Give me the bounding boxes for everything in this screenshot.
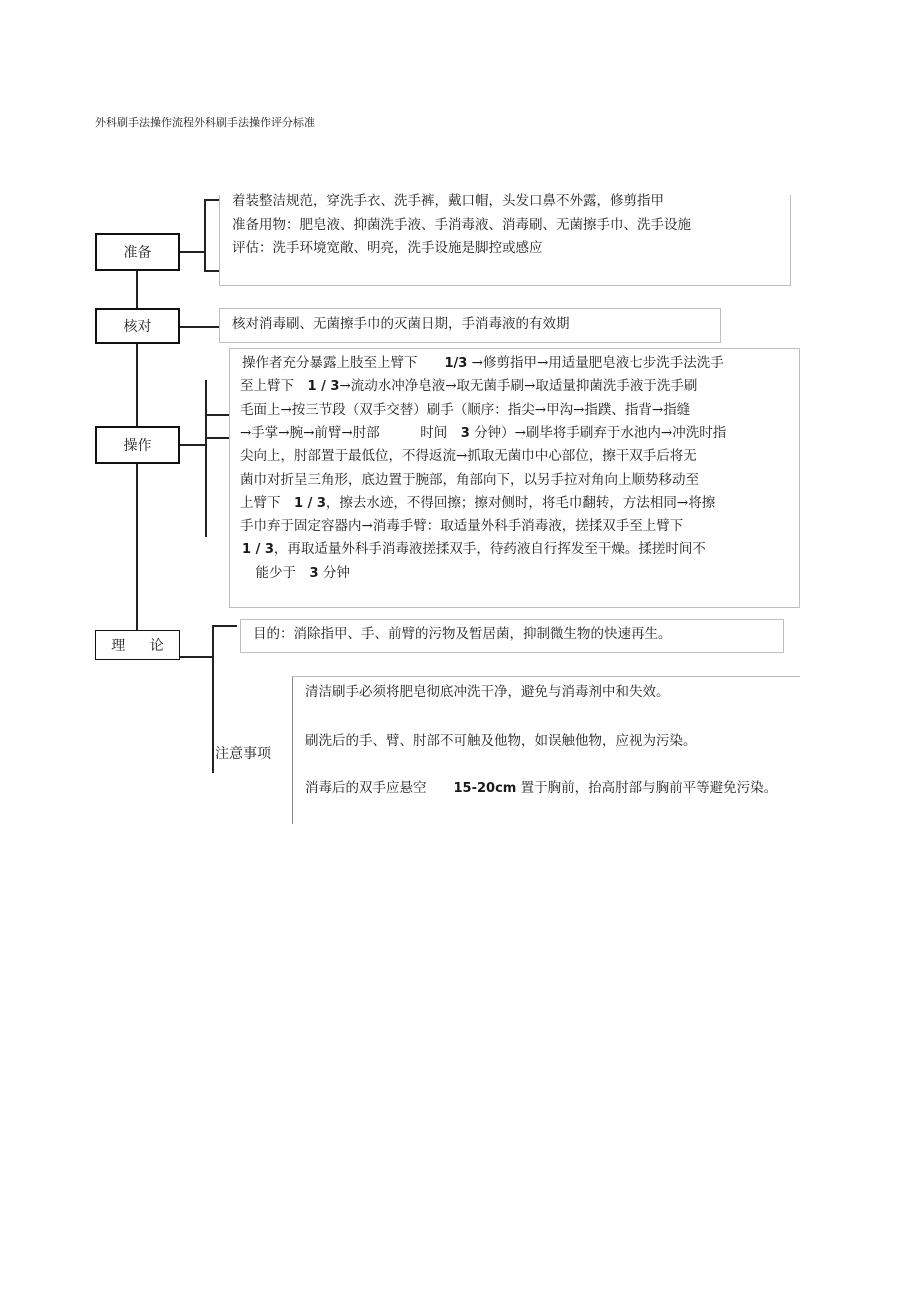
operate-line-text: 1 / 3 [294, 495, 326, 511]
notes-top-line [292, 676, 800, 677]
operate-line [240, 380, 697, 394]
notes-item [305, 686, 670, 700]
operate-line [242, 357, 724, 371]
notes-item-text: 清洁刷手必须将肥皂彻底冲洗干净，避免与消毒剂中和失效。 [305, 684, 670, 700]
bracket-operate-branch [205, 437, 230, 439]
notes-divider-line [292, 676, 293, 824]
prepare-line-3: 评估：洗手环境宽敞、明亮，洗手设施是脚控或感应 [232, 240, 543, 256]
notes-item [305, 782, 777, 796]
bracket-operate-vertical [205, 380, 207, 537]
bracket-operate-upper [205, 414, 230, 416]
bracket-theory-stem [180, 656, 212, 658]
operate-line-text: 3 [309, 565, 319, 581]
operate-box [229, 348, 800, 608]
operate-line-text: 手巾弃于固定容器内→消毒手臂：取适量外科手消毒液，搓揉双手至上臂下 [240, 518, 684, 535]
operate-line-text: →修剪指甲→用适量肥皂液七步洗手法洗手 [467, 355, 724, 371]
operate-line-text: 尖向上，肘部置于最低位，不得返流→抓取无菌巾中心部位，擦干双手后将无 [240, 448, 697, 465]
operate-line-text: →流动水冲净皂液→取无菌手刷→取适量抑菌洗手液于洗手刷 [339, 378, 698, 395]
bracket-operate-stem [180, 444, 205, 446]
prepare-line-2: 准备用物：肥皂液、抑菌洗手液、手消毒液、消毒刷、无菌擦手巾、洗手设施 [232, 217, 691, 233]
node-theory: 理 论 [95, 630, 180, 660]
operate-line-text: 能少于 [242, 564, 310, 581]
operate-line-text: →手掌→腕→前臂→肘部 时间 [240, 424, 461, 441]
bracket-prepare-vertical [204, 199, 206, 271]
prepare-box [219, 195, 791, 286]
operate-line [240, 494, 716, 511]
operate-line-text: 3 [460, 425, 470, 441]
bracket-prepare-top [204, 199, 219, 201]
operate-line-text: 毛面上→按三节段（双手交替）刷手（顺序：指尖→甲沟→指蹼、指背→指缝 [240, 401, 691, 418]
operate-line-text: ，再取适量外科手消毒液搓揉双手，待药液自行挥发至干燥。揉搓时间不 [273, 541, 706, 558]
purpose-text: 目的：消除指甲、手、前臂的污物及暂居菌，抑制微生物的快速再生。 [253, 626, 672, 642]
notes-item-text: 消毒后的双手应悬空 [305, 780, 454, 796]
operate-line-text: 至上臂下 [240, 378, 308, 395]
bracket-theory-top [212, 625, 237, 627]
operate-line-text: 1 / 3 [242, 542, 274, 558]
bracket-verify-stem [180, 326, 220, 328]
operate-line-text: 菌巾对折呈三角形，底边置于腕部，角部向下，以另手拉对角向上顺势移动至 [240, 471, 699, 488]
bracket-theory-vertical [212, 625, 214, 773]
purpose-box [240, 619, 784, 653]
operate-line-text: 操作者充分暴露上肢至上臂下 [242, 355, 445, 371]
prepare-line-1: 着装整洁规范，穿洗手衣、洗手裤，戴口帽，头发口鼻不外露，修剪指甲 [232, 193, 664, 209]
node-operate: 操作 [95, 426, 180, 464]
operate-line-text: 分钟）→刷毕将手刷弃于水池内→冲洗时指 [469, 424, 727, 441]
operate-line-text: ，擦去水迹，不得回擦；擦对侧时，将毛巾翻转，方法相同→将擦 [325, 494, 716, 511]
operate-line-text: 上臂下 [240, 494, 294, 511]
verify-text: 核对消毒刷、无菌擦手巾的灭菌日期，手消毒液的有效期 [232, 316, 570, 332]
node-notes: 注意事项 [215, 746, 271, 762]
operate-line [242, 564, 350, 581]
operate-line-text: 1/3 [444, 356, 468, 371]
notes-item-text: 刷洗后的手、臂、肘部不可触及他物，如误触他物，应视为污染。 [305, 733, 697, 749]
operate-line [242, 543, 706, 557]
operate-line [240, 471, 699, 488]
operate-line [240, 520, 683, 534]
verify-box [219, 308, 721, 343]
notes-item-text: 15-20cm [453, 781, 517, 796]
node-verify: 核对 [95, 308, 180, 344]
operate-line-text: 分钟 [318, 564, 350, 581]
bracket-prepare-bottom [204, 270, 219, 272]
notes-item-text: 置于胸前，抬高肘部与胸前平等避免污染。 [516, 780, 778, 796]
operate-line [240, 424, 727, 441]
node-prepare: 准备 [95, 233, 180, 271]
notes-item [305, 735, 697, 749]
document-title: 外科刷手法操作流程外科刷手法操作评分标准 [95, 116, 315, 129]
operate-line [240, 401, 691, 418]
operate-line-text: 1 / 3 [307, 379, 340, 395]
bracket-prepare-stem [180, 251, 204, 253]
operate-line [240, 450, 697, 464]
